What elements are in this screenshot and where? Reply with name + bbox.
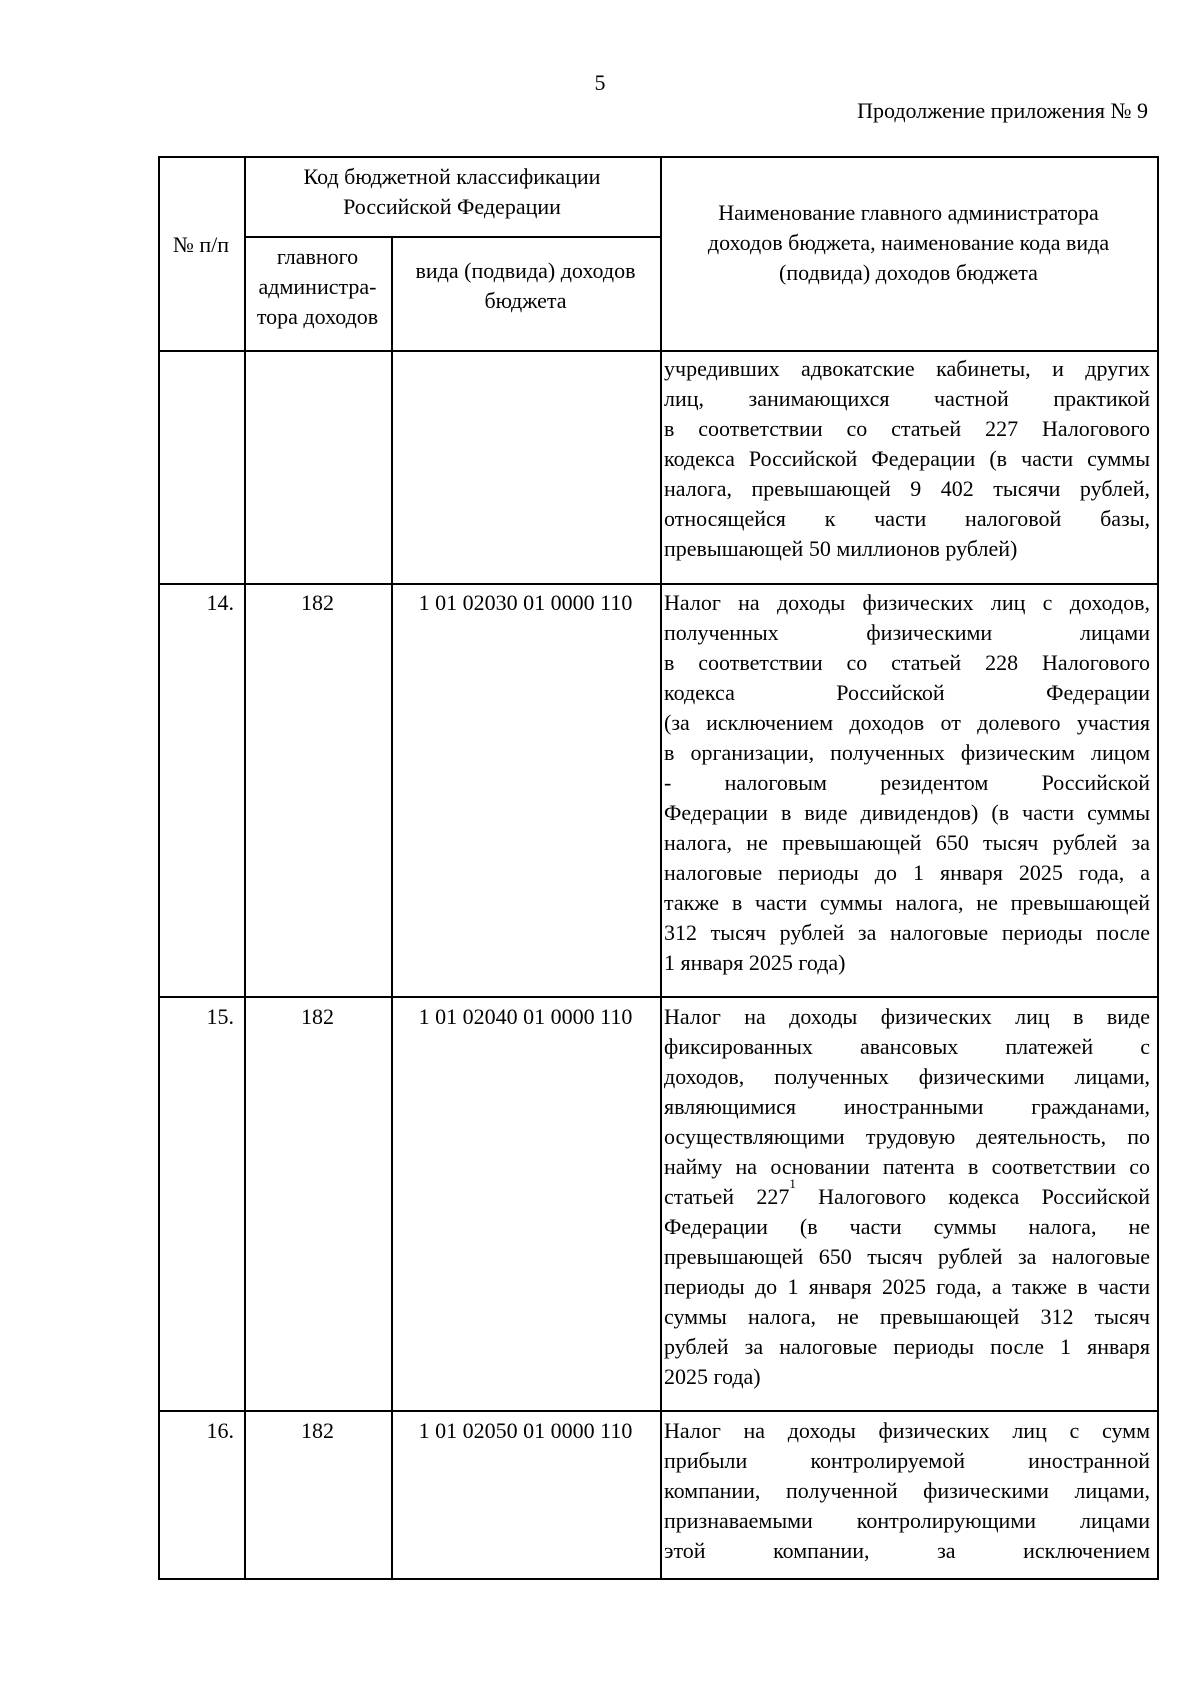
text-line: осуществляющими трудовую деятельность, по	[664, 1124, 1150, 1149]
text-line: суммы налога, не превышающей 312 тысяч	[664, 1304, 1150, 1329]
text-line: (за исключением доходов от долевого участия	[664, 710, 1150, 735]
text-line: в организации, полученных физическим лицом	[664, 740, 1150, 765]
text-line: налога, превышающей 9 402 тысячи рублей,	[664, 476, 1150, 501]
row-divider	[158, 1410, 1159, 1412]
header-kind-line: вида (подвида) доходов	[415, 258, 636, 283]
text-line: компании, полученной физическими лицами,	[664, 1478, 1150, 1503]
text-line: прибыли контролируемой иностранной	[664, 1448, 1150, 1473]
text-line: найму на основании патента в соответствии со	[664, 1154, 1150, 1179]
text-line: учредивших адвокатские кабинеты, и других	[664, 356, 1150, 381]
row-admin-code: 182	[301, 590, 334, 615]
table-row-description	[664, 1416, 1150, 1566]
header-kbk-group	[244, 162, 660, 222]
header-admin	[244, 242, 391, 332]
row-kbk-code: 1 01 02030 01 0000 110	[418, 590, 633, 615]
revenue-table	[158, 156, 1159, 1580]
table-row-description	[664, 1002, 1150, 1392]
text-line: превышающей 650 тысяч рублей за налоговые	[664, 1244, 1150, 1269]
header-admin-line: главного	[276, 244, 359, 269]
row-number: 15.	[206, 1004, 234, 1029]
text-line: в соответствии со статьей 228 Налогового	[664, 650, 1150, 675]
header-kbk-line: Российской Федерации	[343, 194, 561, 219]
header-name-line: (подвида) доходов бюджета	[779, 260, 1038, 285]
header-name-line: доходов бюджета, наименование кода вида	[707, 230, 1110, 255]
table-row-description	[664, 588, 1150, 978]
column-divider	[660, 156, 662, 1580]
text-line: Налог на доходы физических лиц с сумм	[664, 1418, 1150, 1443]
text-line: Налог на доходы физических лиц с доходов,	[664, 590, 1150, 615]
continuation-label: Продолжение приложения № 9	[857, 98, 1148, 123]
row-divider	[158, 583, 1159, 585]
text-line: в соответствии со статьей 227 Налогового	[664, 416, 1150, 441]
text-fragment: статьей 227	[664, 1184, 790, 1209]
text-line: Налог на доходы физических лиц в виде	[664, 1004, 1150, 1029]
row-admin-code: 182	[301, 1004, 334, 1029]
text-line: являющимися иностранными гражданами,	[664, 1094, 1150, 1119]
row-number: 16.	[206, 1418, 234, 1443]
text-line: 1 января 2025 года)	[664, 950, 846, 975]
text-line: 312 тысяч рублей за налоговые периоды после	[664, 920, 1150, 945]
text-line: налоговые периоды до 1 января 2025 года, а	[664, 860, 1150, 885]
header-name	[660, 198, 1157, 288]
superscript: 1	[789, 1176, 796, 1191]
header-bottom-border	[158, 350, 1159, 352]
header-admin-line: администра-	[258, 274, 377, 299]
text-line: налога, не превышающей 650 тысяч рублей за	[664, 830, 1150, 855]
table-left-border	[158, 156, 160, 1580]
row-kbk-code: 1 01 02040 01 0000 110	[418, 1004, 633, 1029]
row-divider	[158, 996, 1159, 998]
table-top-border	[158, 156, 1159, 158]
header-kind-line: бюджета	[484, 288, 567, 313]
row-admin-code: 182	[301, 1418, 334, 1443]
text-line: 2025 года)	[664, 1364, 761, 1389]
text-line: рублей за налоговые периоды после 1 января	[664, 1334, 1150, 1359]
text-line: этой компании, за исключением	[664, 1538, 1150, 1563]
text-fragment: Налогового кодекса Российской	[818, 1184, 1150, 1209]
header-name-line: Наименование главного администратора	[718, 200, 1099, 225]
table-row-description	[664, 354, 1150, 564]
text-line: Федерации в виде дивидендов) (в части суммы	[664, 800, 1150, 825]
header-group-divider	[244, 236, 660, 238]
row-kbk-code: 1 01 02050 01 0000 110	[418, 1418, 633, 1443]
text-line: лиц, занимающихся частной практикой	[664, 386, 1150, 411]
text-line: периоды до 1 января 2025 года, а также в части	[664, 1274, 1150, 1299]
column-divider	[244, 156, 246, 1580]
text-line: фиксированных авансовых платежей с	[664, 1034, 1150, 1059]
header-kbk-line: Код бюджетной классификации	[303, 164, 601, 189]
text-line: превышающей 50 миллионов рублей)	[664, 536, 1018, 561]
header-kind	[391, 256, 660, 316]
table-bottom-border	[158, 1578, 1159, 1580]
column-divider	[391, 236, 393, 1580]
row-number: 14.	[206, 590, 234, 615]
text-line: относящейся к части налоговой базы,	[664, 506, 1150, 531]
text-line: - налоговым резидентом Российской	[664, 770, 1150, 795]
text-line: Федерации (в части суммы налога, не	[664, 1214, 1150, 1239]
header-number: № п/п	[172, 232, 230, 257]
page-number: 5	[594, 70, 606, 95]
text-line: признаваемыми контролирующими лицами	[664, 1508, 1150, 1533]
text-line: доходов, полученных физическими лицами,	[664, 1064, 1150, 1089]
text-line: кодекса Российской Федерации (в части суммы	[664, 446, 1150, 471]
text-line: также в части суммы налога, не превышающей	[664, 890, 1150, 915]
header-admin-line: тора доходов	[256, 304, 379, 329]
text-line	[664, 1176, 1150, 1212]
text-line: кодекса Российской Федерации	[664, 680, 1150, 705]
table-right-border	[1157, 156, 1159, 1580]
text-line: полученных физическими лицами	[664, 620, 1150, 645]
